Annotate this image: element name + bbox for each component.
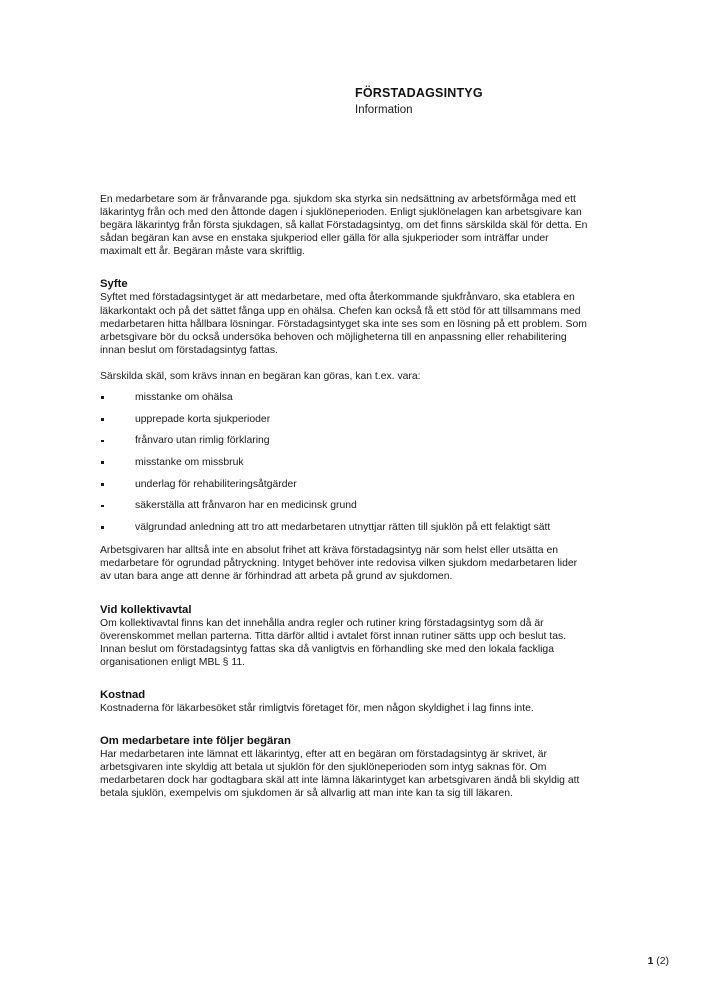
bullet-icon: [101, 418, 104, 421]
section-heading-kostnad: Kostnad: [100, 688, 146, 701]
list-item-label: frånvaro utan rimlig förklaring: [135, 435, 270, 447]
bullet-icon: [101, 505, 104, 508]
list-item: [100, 413, 590, 426]
list-item: [100, 456, 590, 469]
list-item-label: upprepade korta sjukperioder: [135, 413, 271, 425]
list-item-label: underlag för rehabiliteringsåtgärder: [135, 478, 297, 490]
section-paragraph-foljer-inte: Har medarbetaren inte lämnat ett läkarintyg, efter att en begäran om förstadagsintyg är skrivet, är arbetsgivaren inte skyldig att betala ut sjuklön för den sjuklöneperioden som intyg saknas för. Om medarbetaren dock har godtagbara skäl att inte lämna läkarintyget kan arbetsgivaren ändå bli skyldig att betala sjuklön, exempelvis om sjukdomen är så allvarlig att man inte kan ta sig till läkaren.: [100, 749, 580, 800]
spacer: [100, 715, 590, 734]
document-subtitle: Information: [355, 104, 413, 116]
bullet-icon: [101, 396, 104, 399]
bullet-list-intro: Särskilda skäl, som krävs innan en begäran kan göras, kan t.ex. vara:: [100, 370, 421, 382]
list-item: [100, 434, 590, 447]
spacer: [100, 258, 590, 277]
bullet-icon: [101, 461, 104, 464]
sarskilda-skal-list: [100, 391, 590, 534]
spacer: [100, 357, 590, 370]
list-item-label: säkerställa att frånvaron har en medicinsk grund: [135, 500, 357, 512]
document-body: [100, 193, 590, 800]
page-title: FÖRSTADAGSINTYG: [355, 86, 483, 100]
section-heading-syfte: Syfte: [100, 278, 128, 291]
section-paragraph-kollektivavtal: Om kollektivavtal finns kan det innehålla andra regler och rutiner kring förstadagsintyg som då är överenskommet mellan parterna. Titta därför alltid i avtalet först innan rutiner sätts upp och beslut tas. Innan beslut om förstadagsintyg fattas ska då vanligtvis en förhandling ske med den lokala fackliga organisationen enligt MBL § 11.: [100, 617, 567, 668]
bullet-icon: [101, 483, 104, 486]
list-item-label: misstanke om ohälsa: [135, 392, 233, 404]
list-item-label: välgrundad anledning att tro att medarbetaren utnyttjar rätten till sjuklön på ett felaktigt sätt: [135, 522, 551, 534]
section-heading-kollektivavtal: Vid kollektivavtal: [100, 603, 192, 616]
spacer: [100, 534, 590, 544]
bullet-icon: [101, 526, 104, 529]
list-item: [100, 391, 590, 404]
spacer: [100, 584, 590, 603]
spacer: [100, 669, 590, 688]
section-heading-foljer-inte: Om medarbetare inte följer begäran: [100, 735, 291, 747]
bullet-icon: [101, 440, 104, 443]
footer-page-number: 1: [647, 956, 654, 967]
section-paragraph-syfte: Syftet med förstadagsintyget är att medarbetare, med ofta återkommande sjukfrånvaro, ska etablera en läkarkontakt och på det sättet fånga upp en ohälsa. Chefen kan också få ett stöd för att tillsammans med medarbetaren hitta hållbara lösningar. Förstadagsintyget ska inte ses som en lösning på ett problem. Som arbetsgivare bör du också undersöka behoven och möjligheterna till en anpassning eller rehabilitering innan beslut om förstadagsintyg fattas.: [100, 292, 587, 356]
list-item: [100, 521, 590, 534]
section-paragraph-kostnad: Kostnaderna för läkarbesöket står rimligtvis företaget för, men någon skyldighet i lag finns inte.: [100, 702, 534, 714]
document-title-block: [355, 86, 655, 117]
list-item: [100, 499, 590, 512]
list-item-label: misstanke om missbruk: [135, 457, 244, 469]
intro-paragraph: En medarbetare som är frånvarande pga. sjukdom ska styrka sin nedsättning av arbetsförmåga med ett läkarintyg från och med den åttonde dagen i sjuklöneperioden. Enligt sjuklönelagen kan arbetsgivare kan begära läkarintyg från första sjukdagen, så kallat Förstadagsintyg, om det finns särskilda skäl för detta. En sådan begäran kan avse en enstaka sjukperiod eller gälla för alla sjukperioder som inträffar under maximalt ett år. Begäran måste vara skriftlig.: [100, 194, 588, 258]
section-closing-paragraph-syfte: Arbetsgivaren har alltså inte en absolut frihet att kräva förstadagsintyg när som helst eller utsätta en medarbetare för ogrundad påtryckning. Intyget behöver inte redovisa vilken sjukdom medarbetaren lider av utan bara ange att denne är förhindrad att arbeta på grund av sjukdomen.: [100, 545, 578, 583]
footer-page-total: (2): [656, 956, 669, 967]
page-footer: [648, 955, 669, 968]
list-item: [100, 478, 590, 491]
spacer: [100, 383, 590, 391]
